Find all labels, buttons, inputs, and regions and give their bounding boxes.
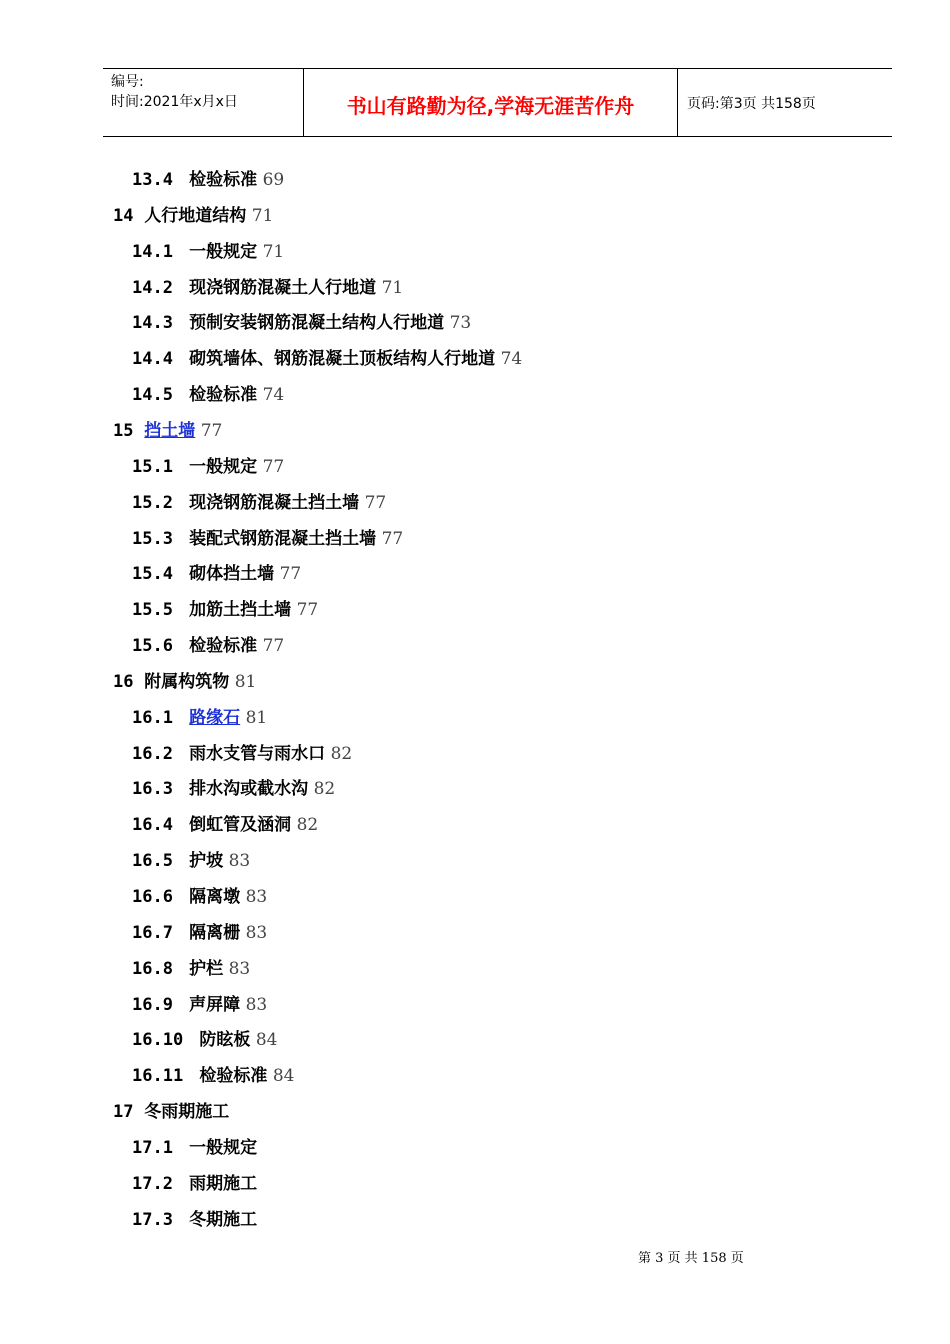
toc-entry-link[interactable]: 路缘石 <box>189 707 241 728</box>
toc-entry-title: 检验标准 <box>189 636 258 657</box>
toc-entry <box>132 599 318 621</box>
toc-entry-page: 83 <box>245 922 268 943</box>
toc-entry-page: 77 <box>279 564 302 585</box>
toc-entry <box>132 814 318 836</box>
toc-entry-number: 15.2 <box>132 492 173 513</box>
toc-entry-title: 一般规定 <box>189 241 258 262</box>
toc-entry <box>132 1173 257 1195</box>
toc-entry-title: 防眩板 <box>199 1030 251 1051</box>
toc-entry-number: 14.4 <box>132 349 173 370</box>
toc-entry-title: 砌筑墙体、钢筋混凝土顶板结构人行地道 <box>189 349 496 370</box>
toc-entry-title: 装配式钢筋混凝土挡土墙 <box>189 528 377 549</box>
toc-entry-number: 14.3 <box>132 313 173 334</box>
toc-entry-title: 一般规定 <box>189 456 258 477</box>
toc-entry-page: 83 <box>228 958 251 979</box>
toc-entry-title: 一般规定 <box>189 1137 258 1158</box>
toc-entry-title: 倒虹管及涵洞 <box>189 815 292 836</box>
toc-entry-title: 预制安装钢筋混凝土结构人行地道 <box>189 313 445 334</box>
toc-entry-title: 现浇钢筋混凝土人行地道 <box>189 277 377 298</box>
toc-entry-page: 77 <box>262 636 285 657</box>
toc-entry <box>113 671 256 693</box>
toc-entry-number: 17.1 <box>132 1137 173 1158</box>
toc-entry <box>132 277 403 299</box>
toc-entry <box>132 528 403 550</box>
toc-entry-number: 15.6 <box>132 636 173 657</box>
toc-entry-number: 17 <box>113 1102 134 1123</box>
toc-entry-page: 82 <box>330 743 353 764</box>
header-page-cell <box>678 69 892 136</box>
toc-entry-title: 冬雨期施工 <box>144 1102 230 1123</box>
toc-entry-page: 81 <box>245 707 268 728</box>
page-header <box>103 68 892 137</box>
toc-entry-title: 排水沟或截水沟 <box>189 779 309 800</box>
toc-entry-page: 77 <box>364 492 387 513</box>
toc-entry <box>113 205 273 227</box>
toc-entry <box>132 994 267 1016</box>
toc-entry-title: 冬期施工 <box>189 1209 258 1230</box>
page-footer: 第 3 页 共 158 页 <box>638 1251 744 1266</box>
toc-entry-number: 14.5 <box>132 385 173 406</box>
toc-entry-page: 81 <box>234 671 257 692</box>
toc-entry <box>132 635 284 657</box>
toc-entry <box>132 1209 257 1231</box>
toc-entry-number: 16.11 <box>132 1066 184 1087</box>
toc-entry-number: 17.2 <box>132 1173 173 1194</box>
toc-entry-number: 16.4 <box>132 815 173 836</box>
toc-entry <box>132 384 284 406</box>
header-info-cell <box>103 69 304 136</box>
toc-entry <box>132 778 335 800</box>
toc-entry-title: 砌体挡土墙 <box>189 564 275 585</box>
toc-entry-number: 14.1 <box>132 241 173 262</box>
toc-entry <box>132 1065 294 1087</box>
toc-entry-title: 隔离墩 <box>189 887 241 907</box>
toc-entry <box>132 312 471 334</box>
toc-entry-number: 16.3 <box>132 779 173 800</box>
toc-entry <box>132 456 284 478</box>
toc-entry-page: 74 <box>262 385 285 406</box>
toc-entry <box>132 348 522 370</box>
toc-entry-title: 声屏障 <box>189 994 241 1015</box>
header-motto: 书山有路勤为径,学海无涯苦作舟 <box>346 94 635 118</box>
toc-entry-title: 雨水支管与雨水口 <box>189 743 326 764</box>
toc-entry <box>132 922 267 944</box>
toc-entry-number: 16.5 <box>132 851 173 872</box>
toc-entry-page: 77 <box>200 420 223 441</box>
toc-entry-page: 82 <box>296 815 319 836</box>
toc-entry-page: 77 <box>381 528 404 549</box>
toc-entry-title: 检验标准 <box>199 1066 268 1087</box>
toc-entry-title: 附属构筑物 <box>144 671 230 692</box>
toc-entry-number: 14.2 <box>132 277 173 298</box>
toc-entry <box>132 850 250 872</box>
toc-entry <box>132 169 284 191</box>
toc-entry-title: 加筋土挡土墙 <box>189 600 292 621</box>
toc-entry-number: 16.1 <box>132 707 173 728</box>
toc-entry-number: 16.9 <box>132 994 173 1015</box>
document-date-label: 时间:2021年x月x日 <box>111 94 238 110</box>
toc-entry-number: 16.7 <box>132 922 173 943</box>
toc-entry-title: 人行地道结构 <box>144 205 247 226</box>
toc-entry-page: 77 <box>296 600 319 621</box>
toc-entry <box>132 492 386 514</box>
toc-entry-number: 13.4 <box>132 170 173 190</box>
toc-entry <box>132 241 284 263</box>
toc-entry-page: 83 <box>245 994 268 1015</box>
toc-entry-page: 84 <box>255 1030 278 1051</box>
toc-entry-number: 16.2 <box>132 743 173 764</box>
toc-entry <box>132 563 301 585</box>
toc-entry-title: 隔离栅 <box>189 922 241 943</box>
toc-entry-number: 15 <box>113 420 134 441</box>
toc-entry[interactable] <box>132 707 267 729</box>
toc-entry-number: 16 <box>113 671 134 692</box>
toc-entry-number: 15.1 <box>132 456 173 477</box>
toc-entry-number: 15.3 <box>132 528 173 549</box>
toc-entry-page: 73 <box>449 313 472 334</box>
header-page-info: 页码:第3页 共158页 <box>687 96 816 112</box>
toc-entry-title: 雨期施工 <box>189 1173 258 1194</box>
toc-entry-number: 15.5 <box>132 600 173 621</box>
toc-entry-page: 71 <box>262 241 285 262</box>
toc-entry-page: 83 <box>228 851 251 872</box>
toc-entry-page: 71 <box>381 277 404 298</box>
toc-entry-page: 82 <box>313 779 336 800</box>
toc-entry-link[interactable]: 挡土墙 <box>144 420 196 441</box>
document-number-label: 编号: <box>111 74 144 90</box>
toc-entry-title: 检验标准 <box>189 385 258 406</box>
toc-entry <box>113 1101 229 1123</box>
toc-entry-title: 检验标准 <box>189 170 258 190</box>
toc-entry[interactable] <box>113 420 222 442</box>
toc-entry-number: 15.4 <box>132 564 173 585</box>
toc-entry-page: 77 <box>262 456 285 477</box>
toc-entry-number: 16.10 <box>132 1030 184 1051</box>
toc-entry-page: 83 <box>245 887 268 907</box>
toc-entry-page: 71 <box>251 205 274 226</box>
toc-entry-page: 74 <box>500 349 523 370</box>
toc-entry-number: 16.6 <box>132 887 173 907</box>
toc-entry <box>132 886 267 908</box>
toc-entry-number: 14 <box>113 205 134 226</box>
header-motto-cell <box>304 69 678 136</box>
toc-entry <box>132 1137 257 1159</box>
toc-entry-page: 69 <box>262 170 285 190</box>
toc-entry-number: 17.3 <box>132 1209 173 1230</box>
toc-entry-title: 现浇钢筋混凝土挡土墙 <box>189 492 360 513</box>
toc-entry-title: 护栏 <box>189 958 224 979</box>
toc-entry <box>132 743 352 765</box>
toc-entry-number: 16.8 <box>132 958 173 979</box>
toc-entry-page: 84 <box>272 1066 295 1087</box>
toc-entry <box>132 1029 277 1051</box>
toc-entry-title: 护坡 <box>189 851 224 872</box>
toc-entry <box>132 958 250 980</box>
